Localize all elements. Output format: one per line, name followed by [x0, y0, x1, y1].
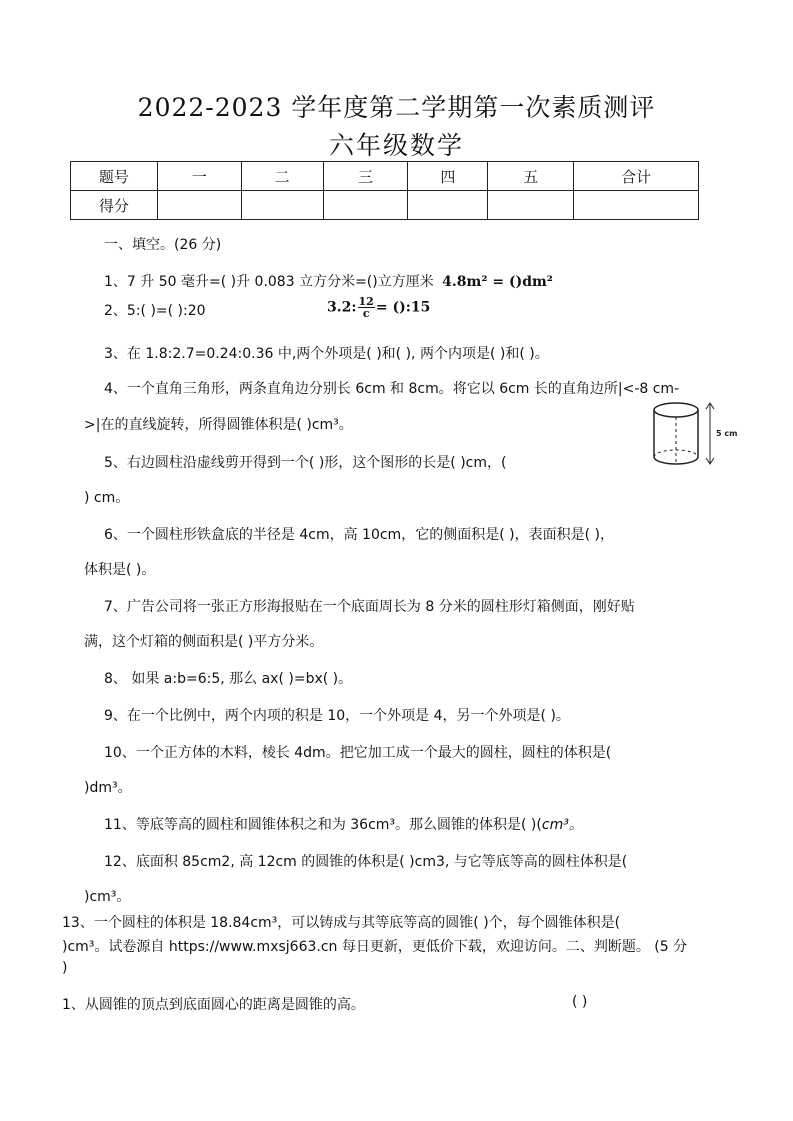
cylinder-diagram: [650, 400, 745, 470]
question-2-fraction: [358, 296, 375, 319]
header-cell-question-no: 题号: [71, 162, 158, 191]
question-1: [104, 271, 553, 291]
question-6-line-2: 体积是( )。: [84, 562, 156, 578]
question-5-line-2: ) cm。: [84, 490, 130, 506]
question-13-line-3: ): [62, 960, 68, 976]
question-3: 3、在 1.8:2.7=0.24:0.36 中,两个外项是( )和( ), 两个内项是( )和( )。: [104, 346, 549, 362]
question-12-line-1: 12、底面积 85cm2, 高 12cm 的圆锥的体积是( )cm3, 与它等底等高的圆柱体积是(: [104, 854, 628, 870]
question-13-line-1: 13、一个圆柱的体积是 18.84cm³，可以铸成与其等底等高的圆锥( )个，每个圆锥体积是(: [62, 915, 621, 931]
question-6-line-1: 6、一个圆柱形铁盒底的半径是 4cm，高 10cm，它的侧面积是( )，表面积是( )，: [104, 527, 614, 543]
question-4-line-1: 4、一个直角三角形，两条直角边分别长 6cm 和 8cm。将它以 6cm 长的直角边所|<-8 cm-: [104, 381, 680, 397]
score-cell-3[interactable]: [323, 191, 408, 220]
question-2-formula-tail: = ():15: [375, 299, 431, 316]
score-cell-5[interactable]: [488, 191, 574, 220]
question-1-text: 1、7 升 50 毫升=( )升 0.083 立方分米=()立方厘米: [104, 274, 434, 290]
score-table-header-row: [71, 162, 699, 191]
question-5-line-1: 5、右边圆柱沿虚线剪开得到一个( )形，这个图形的长是( )cm，(: [104, 455, 507, 471]
exam-subtitle: 六年级数学: [328, 131, 464, 160]
section1-heading: 一、填空。(26 分): [104, 237, 222, 253]
question-11: [104, 814, 583, 834]
header-cell-1: 一: [157, 162, 241, 191]
header-cell-5: 五: [488, 162, 574, 191]
score-table: [70, 161, 699, 220]
question-4-line-2: >|在的直线旋转，所得圆锥体积是( )cm³。: [84, 417, 353, 433]
header-cell-2: 二: [241, 162, 323, 191]
question-9: 9、在一个比例中，两个内项的积是 10，一个外项是 4，另一个外项是( )。: [104, 708, 570, 724]
question-7-line-1: 7、广告公司将一张正方形海报贴在一个底面周长为 8 分米的圆柱形灯箱侧面，刚好贴: [104, 599, 635, 615]
question-12-line-2: )cm³。: [84, 889, 131, 905]
score-cell-1[interactable]: [157, 191, 241, 220]
question-10-line-2: )dm³。: [84, 780, 132, 796]
header-cell-total: 合计: [574, 162, 699, 191]
judge-question-1: 1、从圆锥的顶点到底面圆心的距离是圆锥的高。: [62, 997, 365, 1013]
question-2: [104, 300, 206, 320]
question-2-formula: [327, 296, 430, 319]
score-cell-total[interactable]: [574, 191, 699, 220]
question-2-formula-lead: 3.2:: [327, 299, 357, 316]
header-cell-3: 三: [323, 162, 408, 191]
score-label-cell: 得分: [71, 191, 158, 220]
fraction-denominator: c: [362, 307, 370, 320]
question-2-text: 2、5:( )=( ):20: [104, 303, 206, 319]
exam-title: 2022-2023 学年度第二学期第一次素质测评: [137, 93, 656, 122]
judge-question-1-blank[interactable]: ( ): [572, 994, 588, 1010]
header-cell-4: 四: [408, 162, 488, 191]
cylinder-top-ellipse: [654, 403, 698, 417]
cylinder-height-label: 5 cm: [716, 429, 738, 438]
question-11-text: 11、等底等高的圆柱和圆锥体积之和为 36cm³。那么圆锥的体积是( )(: [104, 817, 542, 833]
question-11-unit: cm³。: [541, 817, 583, 833]
score-table-score-row: [71, 191, 699, 220]
fraction-numerator: 12: [358, 295, 374, 308]
question-10-line-1: 10、一个正方体的木料，棱长 4dm。把它加工成一个最大的圆柱，圆柱的体积是(: [104, 745, 612, 761]
question-7-line-2: 满，这个灯箱的侧面积是( )平方分米。: [84, 634, 324, 650]
score-cell-2[interactable]: [241, 191, 323, 220]
question-13-line-2: )cm³。试卷源自 https://www.mxsj663.cn 每日更新，更低价下载，欢迎访问。二、判断题。 (5 分: [62, 939, 688, 955]
question-1-formula: 4.8m² = ()dm²: [442, 274, 553, 290]
score-cell-4[interactable]: [408, 191, 488, 220]
question-8: 8、 如果 a:b=6:5, 那么 ax( )=bx( )。: [104, 671, 353, 687]
